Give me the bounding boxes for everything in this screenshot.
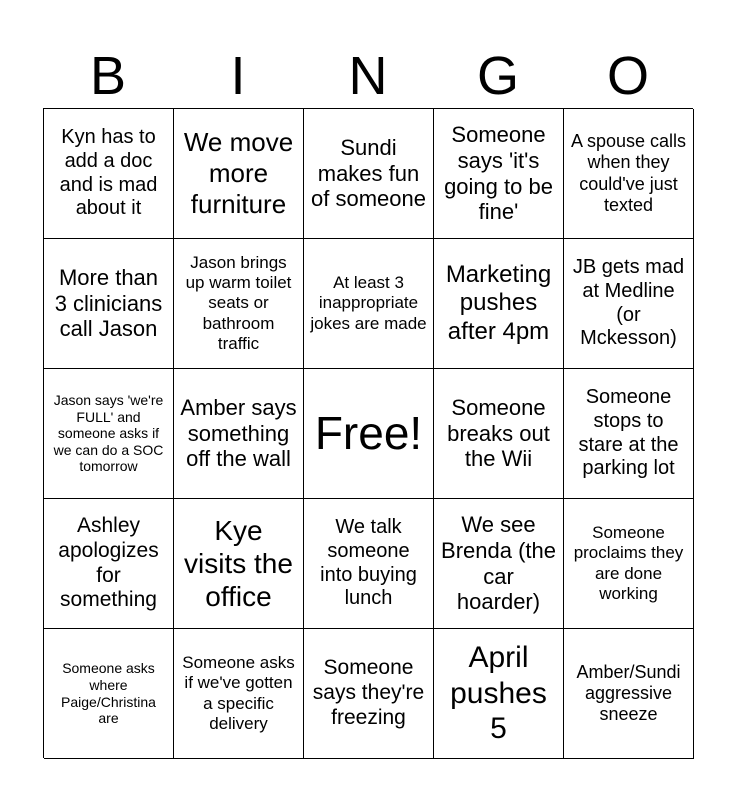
cell-text: Jason says 'we're FULL' and someone asks if we can do a SOC tomorrow	[53, 392, 164, 475]
cell-text: Someone breaks out the Wii	[447, 394, 550, 472]
cell-text: April pushes 5	[450, 641, 547, 746]
cell-text: At least 3 inappropriate jokes are made	[310, 273, 427, 333]
bingo-cell-r1c1	[44, 109, 174, 239]
bingo-cell-r3c1	[44, 369, 174, 499]
cell-text: We move more furniture	[183, 127, 294, 219]
cell-text: Someone asks where Paige/Christina are	[61, 660, 156, 727]
bingo-cell-r5c4	[434, 629, 564, 759]
bingo-cell-r5c2	[174, 629, 304, 759]
bingo-cell-r2c3	[304, 239, 434, 369]
bingo-cell-r5c5	[564, 629, 694, 759]
cell-text: JB gets mad at Medline (or Mckesson)	[572, 256, 685, 350]
bingo-cell-r1c3	[304, 109, 434, 239]
cell-text: More than 3 clinicians call Jason	[54, 264, 163, 342]
bingo-cell-r2c5	[564, 239, 694, 369]
bingo-cell-r1c5	[564, 109, 694, 239]
bingo-cell-free	[304, 369, 434, 499]
bingo-cell-r4c2	[174, 499, 304, 629]
bingo-header	[43, 44, 693, 108]
bingo-cell-r3c2	[174, 369, 304, 499]
cell-text: Someone proclaims they are done working	[573, 523, 684, 603]
cell-text: We see Brenda (the car hoarder)	[441, 511, 556, 615]
cell-text: Someone says they're freezing	[312, 656, 425, 729]
cell-text: A spouse calls when they could've just texted	[570, 131, 687, 215]
bingo-cell-r5c3	[304, 629, 434, 759]
bingo-cell-r4c5	[564, 499, 694, 629]
bingo-cell-r3c4	[434, 369, 564, 499]
cell-text: Jason brings up warm toilet seats or bathroom traffic	[185, 253, 292, 353]
header-letter-b: B	[89, 46, 127, 106]
header-letter-n: N	[348, 46, 388, 106]
header-letter-i: I	[230, 46, 246, 106]
cell-text: Ashley apologizes for something	[58, 513, 159, 612]
cell-text: Kye visits the office	[184, 514, 293, 613]
cell-text: Kyn has to add a doc and is mad about it	[59, 126, 158, 220]
bingo-cell-r2c1	[44, 239, 174, 369]
header-letter-o: O	[606, 46, 649, 106]
bingo-grid	[43, 108, 693, 758]
header-letter-g: G	[476, 46, 519, 106]
bingo-cell-r1c2	[174, 109, 304, 239]
cell-text: Amber says something off the wall	[180, 394, 297, 472]
bingo-cell-r2c2	[174, 239, 304, 369]
bingo-cell-r4c4	[434, 499, 564, 629]
bingo-cell-r2c4	[434, 239, 564, 369]
cell-text: Someone stops to stare at the parking lot	[578, 386, 679, 480]
bingo-cell-r4c1	[44, 499, 174, 629]
bingo-cell-r5c1	[44, 629, 174, 759]
cell-text: Amber/Sundi aggressive sneeze	[576, 661, 681, 725]
free-space-text: Free!	[314, 407, 423, 460]
cell-text: Marketing pushes after 4pm	[445, 261, 552, 345]
cell-text: We talk someone into buying lunch	[320, 516, 417, 610]
cell-text: Someone says 'it's going to be fine'	[444, 121, 553, 225]
cell-text: Sundi makes fun of someone	[311, 134, 426, 212]
bingo-cell-r4c3	[304, 499, 434, 629]
bingo-cell-r3c5	[564, 369, 694, 499]
cell-text: Someone asks if we've gotten a specific delivery	[182, 653, 295, 733]
bingo-cell-r1c4	[434, 109, 564, 239]
